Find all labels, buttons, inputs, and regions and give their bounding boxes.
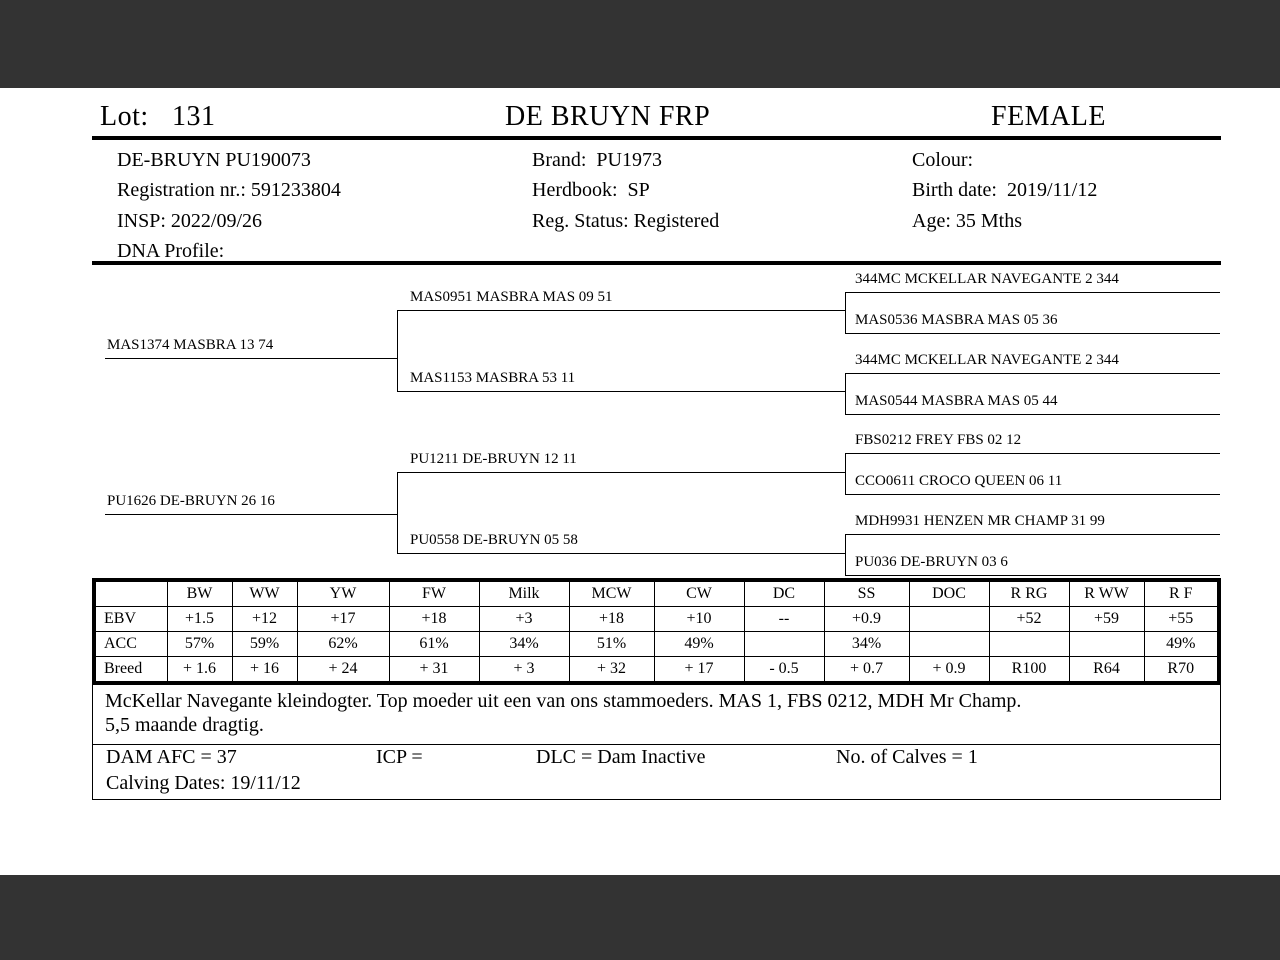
table-cell: + 16 [232,657,297,684]
table-cell: +55 [1144,607,1219,632]
table-cell: 57% [167,632,232,657]
ebv-col-header [94,580,167,607]
table-cell: R100 [989,657,1069,684]
notes-line-1: McKellar Navegante kleindogter. Top moeder uit een van ons stammoeders. MAS 1, FBS 0212, MDH Mr Champ. [105,690,1022,712]
table-cell: +18 [389,607,479,632]
table-cell: R64 [1069,657,1144,684]
pedigree-connector [845,534,846,576]
ebv-header-row [94,580,1219,607]
table-row-acc [94,632,1219,657]
colour: Colour: [912,149,974,171]
table-cell: + 0.9 [909,657,989,684]
ebv-col-header: R RG [989,580,1069,607]
ebv-col-header: BW [167,580,232,607]
ebv-col-header: DOC [909,580,989,607]
table-cell: - 0.5 [744,657,824,684]
table-cell: +10 [654,607,744,632]
notes-line-2: 5,5 maande dragtig. [105,714,264,736]
dam-dlc: DLC = Dam Inactive [536,746,706,768]
table-cell: 49% [654,632,744,657]
pedigree-great-grandparent-6: CCO0611 CROCO QUEEN 06 11 [845,473,1220,495]
pedigree-maternal-granddam: PU0558 DE-BRUYN 05 58 [397,532,845,554]
pedigree-maternal-grandsire: PU1211 DE-BRUYN 12 11 [397,451,845,473]
table-cell: +0.9 [824,607,909,632]
row-label: ACC [94,632,167,657]
ebv-col-header: Milk [479,580,569,607]
pedigree-connector [845,292,846,334]
lot-label: Lot: [100,101,149,132]
pedigree-great-grandparent-5: FBS0212 FREY FBS 02 12 [845,432,1220,454]
table-cell: -- [744,607,824,632]
pedigree-dam: PU1626 DE-BRUYN 26 16 [105,493,397,515]
table-cell: +12 [232,607,297,632]
table-cell: + 0.7 [824,657,909,684]
ebv-col-header: R WW [1069,580,1144,607]
brand: Brand: PU1973 [532,149,662,171]
table-cell: +18 [569,607,654,632]
ebv-col-header: R F [1144,580,1219,607]
table-cell: 61% [389,632,479,657]
dam-icp: ICP = [376,746,423,768]
table-cell [909,607,989,632]
table-cell: + 32 [569,657,654,684]
table-cell: + 17 [654,657,744,684]
ebv-col-header: FW [389,580,479,607]
table-row-breed [94,657,1219,684]
dam-info-row [93,745,1220,772]
table-cell: 62% [297,632,389,657]
table-cell: +17 [297,607,389,632]
table-cell: 49% [1144,632,1219,657]
ebv-col-header: DC [744,580,824,607]
header-divider [92,136,1221,140]
notes-section [92,685,1221,800]
reg-status: Reg. Status: Registered [532,210,720,232]
bottom-dark-bar [0,875,1280,960]
row-label: Breed [94,657,167,684]
ebv-table [92,578,1221,685]
pedigree-sire: MAS1374 MASBRA 13 74 [105,337,397,359]
dna-profile: DNA Profile: [117,240,225,262]
dam-calves-count: No. of Calves = 1 [836,746,978,768]
ebv-col-header: CW [654,580,744,607]
ebv-col-header: YW [297,580,389,607]
table-cell: +52 [989,607,1069,632]
pedigree-great-grandparent-4: MAS0544 MASBRA MAS 05 44 [845,393,1220,415]
inspection-date: INSP: 2022/09/26 [117,210,263,232]
pedigree-great-grandparent-2: MAS0536 MASBRA MAS 05 36 [845,312,1220,334]
table-cell: R70 [1144,657,1219,684]
pedigree-connector [845,453,846,495]
pedigree-connector [397,472,398,554]
notes-text [93,685,1220,745]
details-divider [92,261,1221,265]
top-dark-bar [0,0,1280,88]
dam-afc: DAM AFC = 37 [106,746,237,768]
calving-dates: Calving Dates: 19/11/12 [106,772,301,794]
table-cell: +59 [1069,607,1144,632]
birth-date: Birth date: 2019/11/12 [912,179,1098,201]
table-cell: + 24 [297,657,389,684]
sex-label: FEMALE [991,101,1106,132]
pedigree-great-grandparent-8: PU036 DE-BRUYN 03 6 [845,554,1220,576]
table-cell: 34% [824,632,909,657]
table-cell [909,632,989,657]
table-row-ebv [94,607,1219,632]
table-cell: + 3 [479,657,569,684]
ebv-col-header: MCW [569,580,654,607]
table-cell [744,632,824,657]
age: Age: 35 Mths [912,210,1022,232]
pedigree-paternal-grandsire: MAS0951 MASBRA MAS 09 51 [397,289,845,311]
pedigree-connector [397,310,398,392]
table-cell: + 31 [389,657,479,684]
ebv-col-header: WW [232,580,297,607]
row-label: EBV [94,607,167,632]
table-cell: +3 [479,607,569,632]
registration-number: Registration nr.: 591233804 [117,179,341,201]
animal-id: DE-BRUYN PU190073 [117,149,311,171]
pedigree-connector [845,373,846,415]
pedigree-great-grandparent-1: 344MC MCKELLAR NAVEGANTE 2 344 [845,271,1220,293]
pedigree-paternal-granddam: MAS1153 MASBRA 53 11 [397,370,845,392]
table-cell: + 1.6 [167,657,232,684]
ebv-section [92,578,1221,800]
table-cell [989,632,1069,657]
table-cell: +1.5 [167,607,232,632]
table-cell: 59% [232,632,297,657]
ebv-col-header: SS [824,580,909,607]
table-cell: 34% [479,632,569,657]
lot-number: 131 [172,101,216,132]
table-cell: 51% [569,632,654,657]
page-title: DE BRUYN FRP [505,101,711,132]
pedigree-great-grandparent-7: MDH9931 HENZEN MR CHAMP 31 99 [845,513,1220,535]
pedigree-great-grandparent-3: 344MC MCKELLAR NAVEGANTE 2 344 [845,352,1220,374]
table-cell [1069,632,1144,657]
herdbook: Herdbook: SP [532,179,650,201]
